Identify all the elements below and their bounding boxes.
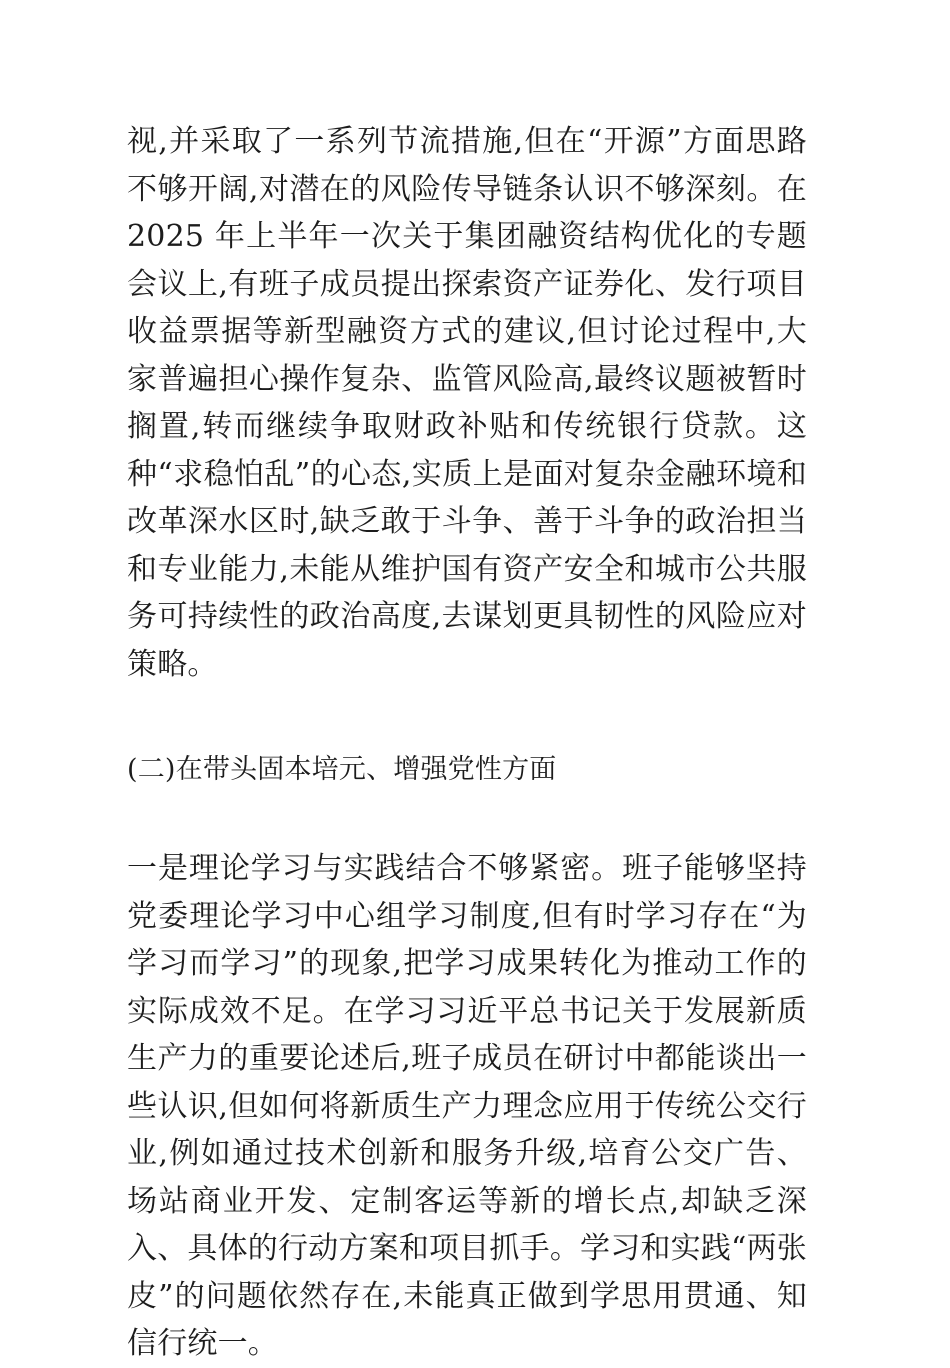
document-body	[127, 118, 807, 1368]
paragraph-finance-risk: 视,并采取了一系列节流措施,但在“开源”方面思路不够开阔,对潜在的风险传导链条认识不够深刻。在 2025 年上半年一次关于集团融资结构优化的专题会议上,有班子成员提出探索资产证券化、发行项目收益票据等新型融资方式的建议,但讨论过程中,大家普遍担心操作复杂、监管风险高,最终议题被暂时搁置,转而继续争取财政补贴和传统银行贷款。这种“求稳怕乱”的心态,实质上是面对复杂金融环境和改革深水区时,缺乏敢于斗争、善于斗争的政治担当和专业能力,未能从维护国有资产安全和城市公共服务可持续性的政治高度,去谋划更具韧性的风险应对策略。	[127, 124, 807, 682]
paragraph-theory-practice: 一是理论学习与实践结合不够紧密。班子能够坚持党委理论学习中心组学习制度,但有时学习存在“为学习而学习”的现象,把学习成果转化为推动工作的实际成效不足。在学习习近平总书记关于发展新质生产力的重要论述后,班子成员在研讨中都能谈出一些认识,但如何将新质生产力理念应用于传统公交行业,例如通过技术创新和服务升级,培育公交广告、场站商业开发、定制客运等新的增长点,却缺乏深入、具体的行动方案和项目抓手。学习和实践“两张皮”的问题依然存在,未能真正做到学思用贯通、知信行统一。	[127, 851, 807, 1361]
paragraph-spacer	[127, 688, 807, 750]
section-heading-two: (二)在带头固本培元、增强党性方面	[127, 754, 557, 785]
heading-spacer	[127, 790, 807, 845]
